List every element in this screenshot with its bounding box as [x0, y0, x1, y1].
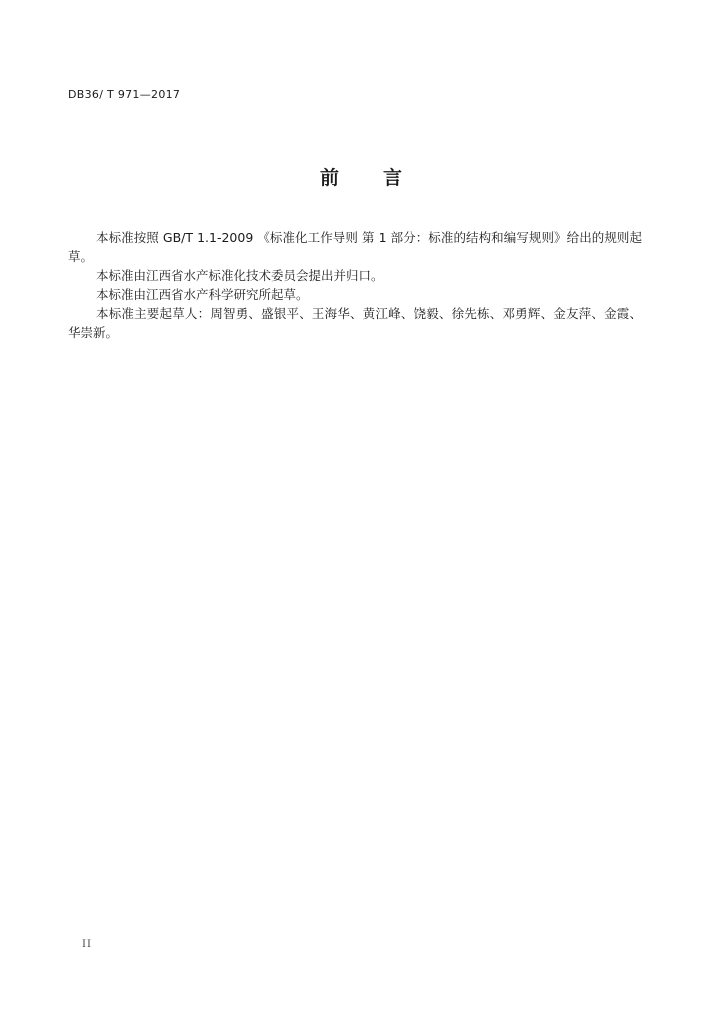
document-code: DB36/ T 971—2017 — [68, 88, 181, 101]
paragraph-drafters: 本标准主要起草人：周智勇、盛银平、王海华、黄江峰、饶毅、徐先栋、邓勇辉、金友萍、金霞、华崇新。 — [68, 306, 642, 340]
page-title: 前 言 — [319, 167, 404, 189]
paragraph-proposer: 本标准由江西省水产标准化技术委员会提出并归口。 — [96, 268, 384, 283]
preface-body — [68, 228, 642, 342]
page-number: II — [82, 939, 92, 950]
paragraph-drafting-rules: 本标准按照 GB/T 1.1-2009 《标准化工作导则 第 1 部分：标准的结构和编写规则》给出的规则起草。 — [68, 230, 642, 264]
paragraph-drafting-unit: 本标准由江西省水产科学研究所起草。 — [96, 287, 309, 302]
